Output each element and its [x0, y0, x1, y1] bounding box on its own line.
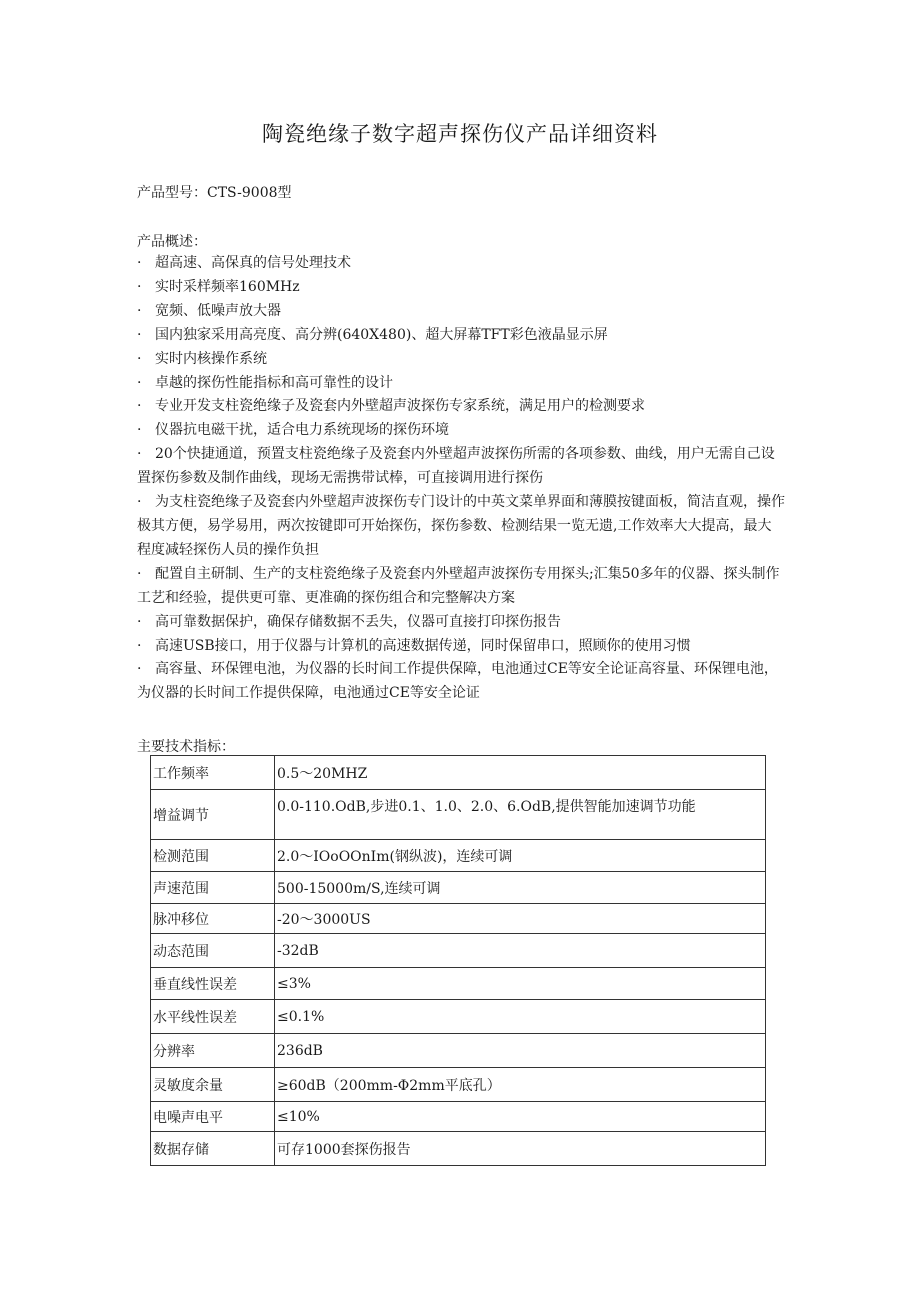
bullet-icon: · [137, 326, 142, 343]
feature-item [137, 443, 785, 491]
spec-row [151, 840, 766, 872]
spec-name: 增益调节 [151, 790, 275, 840]
product-model: 产品型号：CTS-9008型 [137, 185, 292, 201]
spec-value: 可存1000套探伤报告 [275, 1132, 766, 1166]
bullet-icon: · [137, 278, 142, 295]
feature-text: 国内独家采用高亮度、高分辨(640X480)、超大屏幕TFT彩色液晶显示屏 [155, 326, 608, 343]
feature-item [137, 635, 785, 659]
bullet-icon: · [137, 255, 142, 271]
bullet-icon: · [137, 565, 142, 582]
spec-row [151, 872, 766, 904]
spec-value: -20～3000US [275, 904, 766, 934]
bullet-icon: · [137, 422, 142, 439]
spec-row [151, 934, 766, 968]
feature-text: 实时内核操作系统 [155, 350, 267, 367]
feature-item [137, 324, 785, 348]
feature-list [137, 252, 785, 706]
bullet-icon: · [137, 446, 142, 463]
feature-item [137, 276, 785, 300]
spec-name: 脉冲移位 [151, 904, 275, 934]
overview-heading: 产品概述： [137, 234, 207, 250]
feature-text: 20个快捷通道，预置支柱瓷绝缘子及瓷套内外壁超声波探伤所需的各项参数、曲线，用户无需自己设置探伤参数及制作曲线，现场无需携带试棒，可直接调用进行探伤 [137, 446, 775, 487]
feature-item [137, 252, 785, 276]
page-title: 陶瓷绝缘子数字超声探伤仪产品详细资料 [262, 122, 658, 146]
bullet-icon: · [137, 302, 142, 319]
spec-value: -32dB [275, 934, 766, 968]
spec-name: 电噪声电平 [151, 1102, 275, 1132]
specs-heading: 主要技术指标： [137, 739, 235, 755]
feature-text: 仪器抗电磁干扰，适合电力系统现场的探伤环境 [155, 422, 449, 439]
spec-name: 声速范围 [151, 872, 275, 904]
specs-table [150, 755, 766, 1166]
bullet-icon: · [137, 494, 142, 511]
feature-item [137, 563, 785, 611]
spec-value: ≥60dB（200mm-Φ2mm平底孔） [275, 1068, 766, 1102]
feature-text: 为支柱瓷绝缘子及瓷套内外壁超声波探伤专门设计的中英文菜单界面和薄膜按键面板，简洁直观，操作极其方便，易学易用，两次按键即可开始探伤，探伤参数、检测结果一览无遗,工作效率大大提高，最大程度减轻探伤人员的操作负担 [137, 494, 785, 558]
spec-row [151, 904, 766, 934]
spec-row [151, 968, 766, 1000]
spec-value: 0.5～20MHZ [275, 756, 766, 790]
feature-text: 实时采样频率160MHz [155, 278, 300, 295]
spec-name: 水平线性误差 [151, 1000, 275, 1034]
bullet-icon: · [137, 374, 142, 391]
feature-item [137, 372, 785, 396]
spec-name: 动态范围 [151, 934, 275, 968]
bullet-icon: · [137, 350, 142, 367]
spec-value: 0.0-110.OdB,步进0.1、1.0、2.0、6.OdB,提供智能加速调节功能 [275, 790, 766, 840]
spec-row [151, 1102, 766, 1132]
feature-item [137, 419, 785, 443]
bullet-icon: · [137, 398, 142, 415]
spec-value: 500-15000m∕S,连续可调 [275, 872, 766, 904]
feature-item [137, 491, 785, 563]
feature-text: 高容量、环保锂电池，为仪器的长时间工作提供保障，电池通过CE等安全论证高容量、环保锂电池，为仪器的长时间工作提供保障，电池通过CE等安全论证 [137, 661, 778, 702]
bullet-icon: · [137, 613, 142, 630]
feature-text: 专业开发支柱瓷绝缘子及瓷套内外壁超声波探伤专家系统，满足用户的检测要求 [155, 398, 645, 415]
spec-value: ≤10% [275, 1102, 766, 1132]
spec-name: 灵敏度余量 [151, 1068, 275, 1102]
feature-text: 配置自主研制、生产的支柱瓷绝缘子及瓷套内外壁超声波探伤专用探头;汇集50多年的仪器、探头制作工艺和经验，提供更可靠、更准确的探伤组合和完整解决方案 [137, 565, 780, 606]
feature-item [137, 300, 785, 324]
feature-item [137, 395, 785, 419]
feature-text: 高速USB接口，用于仪器与计算机的高速数据传递，同时保留串口，照顾你的使用习惯 [155, 637, 691, 654]
spec-row [151, 1068, 766, 1102]
spec-value: 2.0～IOoOOnIm(钢纵波)，连续可调 [275, 840, 766, 872]
spec-value: ≤0.1% [275, 1000, 766, 1034]
spec-name: 分辨率 [151, 1034, 275, 1068]
feature-text: 宽频、低噪声放大器 [155, 302, 281, 319]
feature-text: 超高速、高保真的信号处理技术 [155, 255, 351, 271]
feature-item [137, 611, 785, 635]
spec-row [151, 790, 766, 840]
feature-item [137, 658, 785, 706]
feature-text: 高可靠数据保护，确保存储数据不丢失，仪器可直接打印探伤报告 [155, 613, 561, 630]
spec-name: 垂直线性误差 [151, 968, 275, 1000]
feature-text: 卓越的探伤性能指标和高可靠性的设计 [155, 374, 393, 391]
spec-value: ≤3% [275, 968, 766, 1000]
spec-name: 数据存储 [151, 1132, 275, 1166]
spec-row [151, 756, 766, 790]
spec-row [151, 1000, 766, 1034]
bullet-icon: · [137, 637, 142, 654]
feature-item [137, 348, 785, 372]
spec-name: 检测范围 [151, 840, 275, 872]
bullet-icon: · [137, 661, 142, 678]
spec-row [151, 1034, 766, 1068]
spec-name: 工作频率 [151, 756, 275, 790]
spec-row [151, 1132, 766, 1166]
spec-value: 236dB [275, 1034, 766, 1068]
